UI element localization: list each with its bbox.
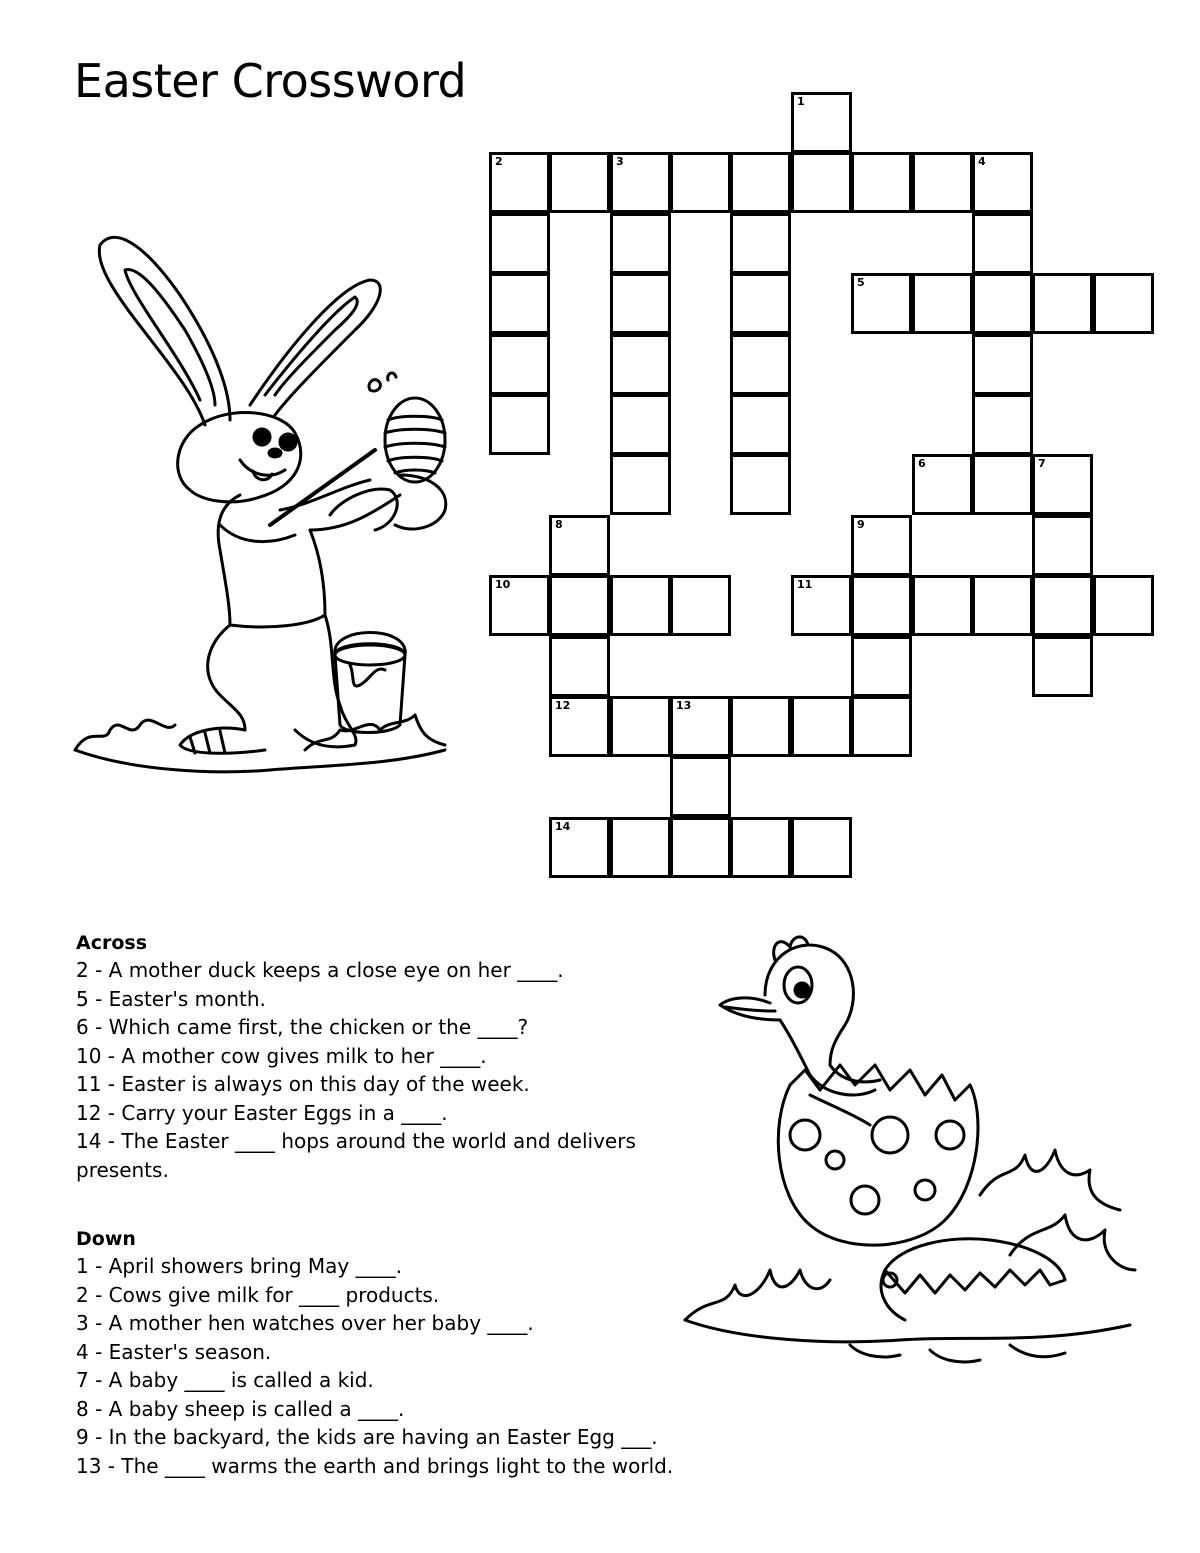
down-clues <box>76 1226 776 1480</box>
clue-number: 5 <box>857 276 865 289</box>
crossword-cell <box>1093 273 1154 334</box>
crossword-cell <box>851 273 912 334</box>
clue-number: 3 <box>616 155 624 168</box>
crossword-cell <box>489 213 550 274</box>
down-clue-9: 9 - In the backyard, the kids are having an Easter Egg ___. <box>76 1425 658 1449</box>
crossword-cell <box>972 575 1033 636</box>
down-clue-13: 13 - The ____ warms the earth and brings light to the world. <box>76 1453 674 1478</box>
crossword-cell <box>851 636 912 697</box>
clue-number: 1 <box>797 95 805 108</box>
clue-number: 6 <box>918 457 926 470</box>
down-clue-1: 1 - April showers bring May ____. <box>76 1254 402 1278</box>
crossword-cell <box>791 152 852 213</box>
clue-number: 7 <box>1038 457 1046 470</box>
crossword-cell <box>670 756 731 817</box>
down-clue-4: 4 - Easter's season. <box>76 1339 272 1364</box>
across-clue-6: 6 - Which came first, the chicken or the ____? <box>76 1015 529 1039</box>
crossword-cell <box>851 515 912 576</box>
crossword-cell <box>670 152 731 213</box>
crossword-cell <box>912 575 973 636</box>
crossword-cell <box>791 696 852 757</box>
down-clue-8: 8 - A baby sheep is called a ____. <box>76 1396 405 1421</box>
crossword-cell <box>1032 454 1093 515</box>
crossword-cell <box>851 152 912 213</box>
crossword-cell <box>610 696 671 757</box>
crossword-cell <box>730 334 791 395</box>
crossword-cell <box>610 454 671 515</box>
crossword-cell <box>489 575 550 636</box>
crossword-cell <box>972 394 1033 455</box>
crossword-cell <box>1093 575 1154 636</box>
crossword-cell <box>489 334 550 395</box>
clue-number: 9 <box>857 518 865 531</box>
crossword-cell <box>610 575 671 636</box>
clue-number: 14 <box>555 820 571 833</box>
crossword-cell <box>972 213 1033 274</box>
crossword-cell <box>972 273 1033 334</box>
crossword-cell <box>489 152 550 213</box>
bunny-illustration <box>70 225 470 785</box>
crossword-cell <box>549 515 610 576</box>
page-title: Easter Crossword <box>74 54 467 108</box>
clue-number: 12 <box>555 699 571 712</box>
across-clues <box>76 930 643 1184</box>
crossword-cell <box>730 454 791 515</box>
crossword-cell <box>972 334 1033 395</box>
crossword-cell <box>549 696 610 757</box>
crossword-cell <box>610 273 671 334</box>
crossword-cell <box>489 273 550 334</box>
crossword-cell <box>791 575 852 636</box>
clue-number: 13 <box>676 699 692 712</box>
across-clue-5: 5 - Easter's month. <box>76 986 266 1011</box>
crossword-cell <box>610 213 671 274</box>
crossword-cell <box>610 152 671 213</box>
crossword-cell <box>730 696 791 757</box>
down-clue-7: 7 - A baby ____ is called a kid. <box>76 1368 374 1392</box>
crossword-cell <box>1032 273 1093 334</box>
crossword-cell <box>1032 575 1093 636</box>
across-clue-12: 12 - Carry your Easter Eggs in a ____. <box>76 1100 448 1125</box>
crossword-cell <box>610 334 671 395</box>
crossword-cell <box>1032 515 1093 576</box>
crossword-cell <box>730 394 791 455</box>
crossword-cell <box>549 152 610 213</box>
crossword-cell <box>972 454 1033 515</box>
crossword-cell <box>549 575 610 636</box>
across-clue-10: 10 - A mother cow gives milk to her ____. <box>76 1043 487 1068</box>
across-clue-11: 11 - Easter is always on this day of the week. <box>76 1072 530 1096</box>
crossword-cell <box>791 92 852 153</box>
crossword-cell <box>912 273 973 334</box>
crossword-cell <box>670 696 731 757</box>
down-clue-3: 3 - A mother hen watches over her baby ____. <box>76 1311 534 1335</box>
clue-number: 10 <box>495 578 511 591</box>
crossword-cell <box>670 817 731 878</box>
crossword-cell <box>912 152 973 213</box>
crossword-cell <box>730 273 791 334</box>
crossword-cell <box>730 817 791 878</box>
crossword-cell <box>851 696 912 757</box>
crossword-cell <box>670 575 731 636</box>
crossword-cell <box>791 817 852 878</box>
clue-number: 8 <box>555 518 563 531</box>
down-heading: Down <box>76 1228 136 1250</box>
crossword-cell <box>549 817 610 878</box>
down-clue-2: 2 - Cows give milk for ____ products. <box>76 1282 440 1307</box>
clue-number: 2 <box>495 155 503 168</box>
crossword-cell <box>489 394 550 455</box>
crossword-cell <box>912 454 973 515</box>
across-heading: Across <box>76 932 148 954</box>
crossword-cell <box>610 394 671 455</box>
crossword-cell <box>610 817 671 878</box>
crossword-cell <box>730 152 791 213</box>
clue-number: 11 <box>797 578 813 591</box>
across-clue-14: 14 - The Easter ____ hops around the world and delivers presents. <box>76 1129 643 1182</box>
across-clue-2: 2 - A mother duck keeps a close eye on her ____. <box>76 958 564 982</box>
crossword-cell <box>851 575 912 636</box>
crossword-cell <box>1032 636 1093 697</box>
clue-number: 4 <box>978 155 986 168</box>
crossword-cell <box>549 636 610 697</box>
crossword-cell <box>730 213 791 274</box>
crossword-cell <box>972 152 1033 213</box>
